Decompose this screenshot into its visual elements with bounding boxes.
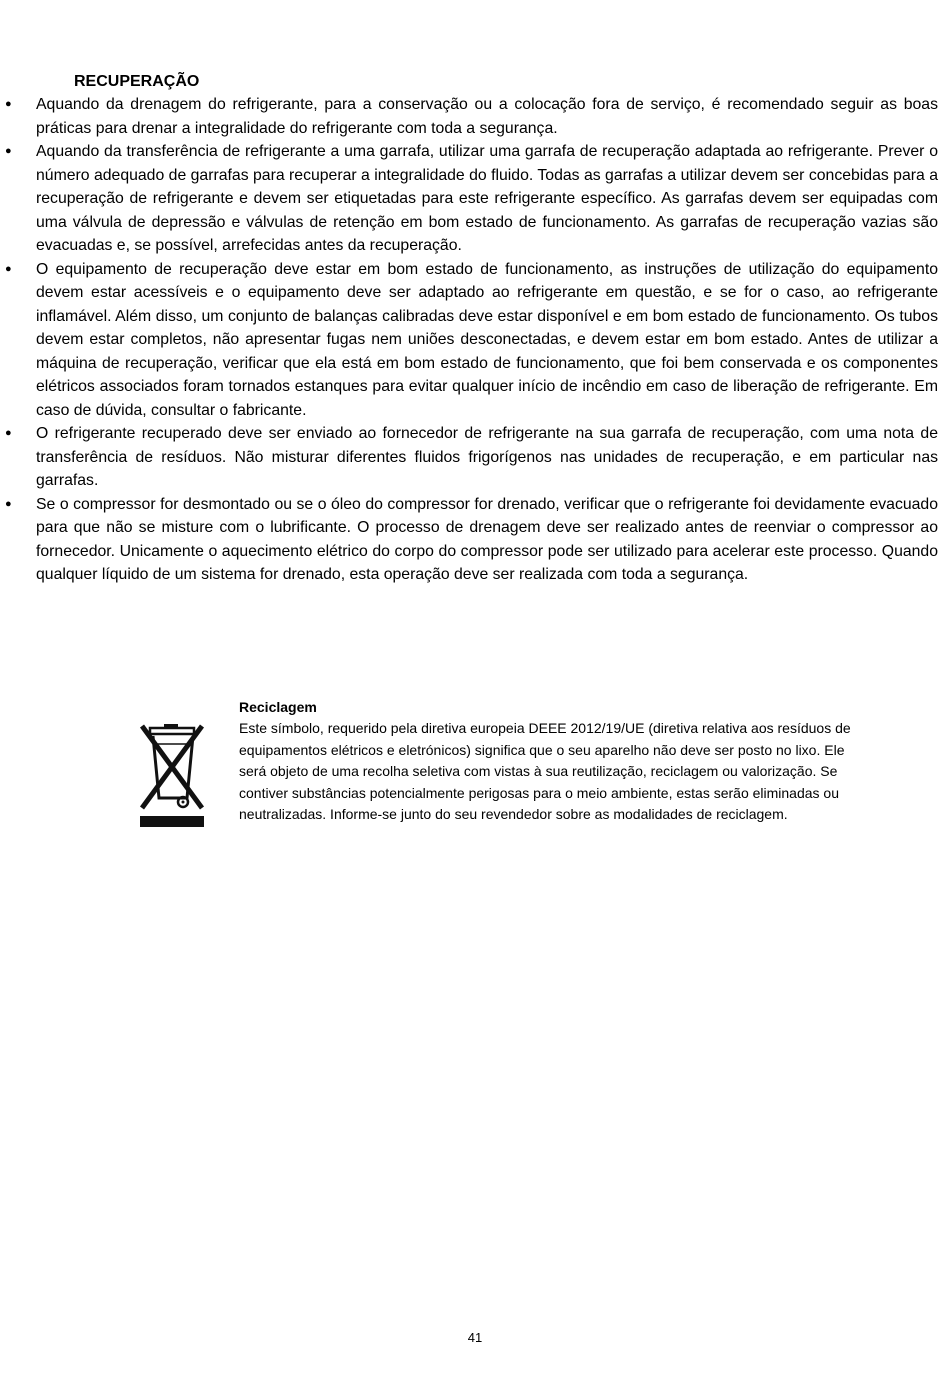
section-heading: RECUPERAÇÃO [74,73,200,90]
bullet-icon: ● [5,497,12,510]
bullet-icon: ● [5,98,12,110]
recycling-title: Reciclagem [239,699,317,715]
bullet-text: Aquando da drenagem do refrigerante, para a conservação ou a colocação fora de serviço, é recomendado seguir as boas práticas para drenar a integralidade do refrigerante com toda a segurança. [36,96,938,137]
recycling-text: Este símbolo, requerido pela diretiva europeia DEEE 2012/19/UE (diretiva relativa aos resíduos de equipamentos elétricos e eletrónicos) significa que o seu aparelho não deve ser posto no lixo. Ele será objeto de uma recolha seletiva com vistas à sua reutilização, reciclagem ou valorização. Se contiver substâncias potencialmente perigosas para o meio ambiente, estas serão eliminadas ou neutralizadas. Informe-se junto do seu revendedor sobre as modalidades de reciclagem. [239,720,851,822]
page-number: 41 [467,1330,483,1345]
list-item [5,422,938,493]
bullet-icon: ● [5,427,12,439]
bullet-text: Se o compressor for desmontado ou se o óleo do compressor for drenado, verificar que o refrigerante foi devidamente evacuado para que não se misture com o lubrificante. O processo de drenagem deve ser realizado antes de reenviar o compressor ao fornecedor. Unicamente o aquecimento elétrico do corpo do compressor pode ser utilizado para acelerar este processo. Quando qualquer líquido de um sistema for drenado, esta operação deve ser realizada com toda a segurança. [36,495,938,583]
crossed-out-wheelie-bin-icon [138,722,206,828]
list-item [5,258,938,423]
bullet-icon: ● [5,145,12,157]
bullet-text: O refrigerante recuperado deve ser enviado ao fornecedor de refrigerante na sua garrafa de recuperação, com uma nota de transferência de resíduos. Não misturar diferentes fluidos frigorígenos nas unidades de recuperação, e em particular nas garrafas. [36,425,938,489]
bullet-text: O equipamento de recuperação deve estar em bom estado de funcionamento, as instruções de utilização do equipamento devem estar acessíveis e o equipamento deve ser adaptado ao refrigerante em questão, e se for o caso, ao refrigerante inflamável. Além disso, um conjunto de balanças calibradas deve estar disponível e em bom estado de funcionamento. Os tubos devem estar completos, não apresentar fugas nem uniões desconectadas, e devem estar em bom estado. Antes de utilizar a máquina de recuperação, verificar que ela está em bom estado de funcionamento, que foi bem conservada e os componentes elétricos associados foram tornados estanques para evitar qualquer início de incêndio em caso de liberação de refrigerante. Em caso de dúvida, consultar o fabricante. [36,260,938,419]
bullet-text: Aquando da transferência de refrigerante a uma garrafa, utilizar uma garrafa de recuperação adaptada ao refrigerante. Prever o número adequado de garrafas para recuperar a integralidade do fluido. Todas as garrafas a utilizar devem ser concebidas para a recuperação de refrigerante e devem ser etiquetadas para este refrigerante específico. As garrafas devem ser equipadas com uma válvula de depressão e válvulas de retenção em bom estado de funcionamento. As garrafas de recuperação vazias são evacuadas e, se possível, arrefecidas antes da recuperação. [36,143,938,254]
list-item [5,93,938,140]
bullet-icon: ● [5,262,12,275]
list-item [5,140,938,258]
recycling-notice [239,697,879,826]
recovery-bullet-list [0,93,950,587]
list-item [5,493,938,587]
